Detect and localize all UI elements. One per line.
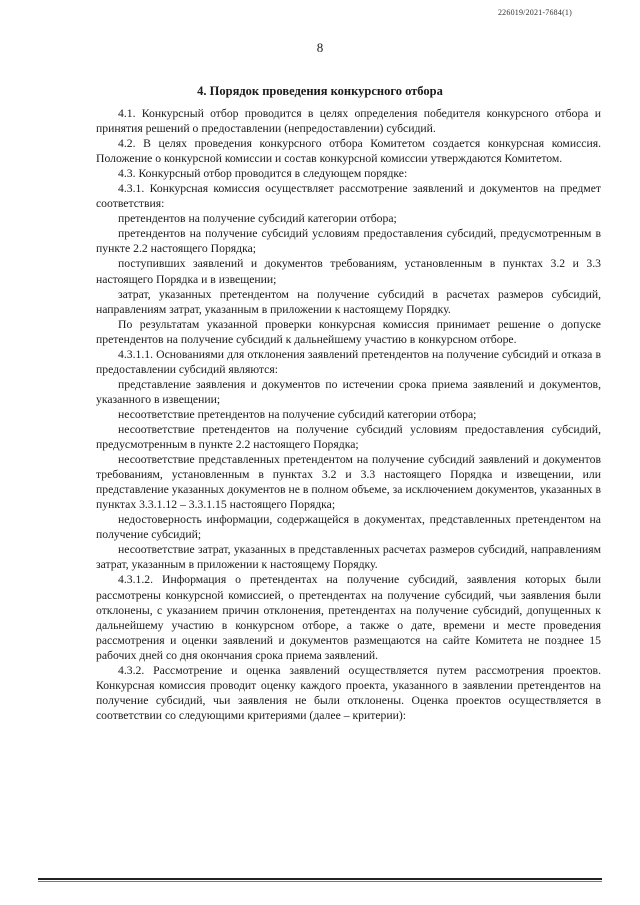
paragraph: недостоверность информации, содержащейся в документах, представленных претендентом на получение субсидий; [96, 513, 601, 542]
paragraph: 4.1. Конкурсный отбор проводится в целях определения победителя конкурсного отбора и принятия решений о предоставлении (непредоставлении) субсидий. [96, 107, 601, 136]
section-title: 4. Порядок проведения конкурсного отбора [197, 84, 443, 98]
paragraph: 4.2. В целях проведения конкурсного отбора Комитетом создается конкурсная комиссия. Положение о конкурсной комиссии и состав конкурсной комиссии утверждаются Комитетом. [96, 137, 601, 166]
paragraph: 4.3.2. Рассмотрение и оценка заявлений осуществляется путем рассмотрения проектов. Конкурсная комиссия проводит оценку каждого проекта, указанного в заявлении претендентов на получение субсидий, чьи заявления не были отклонены. Оценка проектов осуществляется в соответствии со следующими критериями (далее – критерии): [96, 663, 601, 722]
paragraph: несоответствие претендентов на получение субсидий условиям предоставления субсидий, предусмотренным в пункте 2.2 настоящего Порядка; [96, 422, 601, 452]
paragraph: затрат, указанных претендентом на получение субсидий в расчетах размеров субсидий, направлениям затрат, указанным в приложении к настоящему Порядку. [96, 287, 601, 316]
paragraph: претендентов на получение субсидий категории отбора; [118, 212, 397, 226]
paragraph: несоответствие претендентов на получение субсидий категории отбора; [118, 407, 477, 421]
paragraph: претендентов на получение субсидий условиям предоставления субсидий, предусмотренным в пункте 2.2 настоящего Порядка; [96, 227, 601, 256]
paragraph: 4.3. Конкурсный отбор проводится в следующем порядке: [118, 167, 408, 181]
paragraph: 4.3.1.1. Основаниями для отклонения заявлений претендентов на получение субсидий и отказа в предоставлении субсидий являются: [96, 347, 601, 376]
paragraph: По результатам указанной проверки конкурсная комиссия принимает решение о допуске претендентов на получение субсидий к дальнейшему участию в конкурсном отборе. [96, 317, 601, 346]
paragraph: 4.3.1. Конкурсная комиссия осуществляет рассмотрение заявлений и документов на предмет соответствия: [96, 182, 601, 211]
footer-rule [38, 878, 602, 880]
paragraph: поступивших заявлений и документов требованиям, установленным в пунктах 3.2 и 3.3 настоящего Порядка и в извещении; [96, 257, 601, 286]
paragraph: несоответствие затрат, указанных в представленных расчетах размеров субсидий, направлениям затрат, указанным в приложении к настоящему Порядку. [96, 543, 601, 572]
footer-rule-thin [38, 881, 602, 882]
paragraph: представление заявления и документов по истечении срока приема заявлений и документов, указанного в извещении; [96, 377, 601, 406]
document-body [96, 106, 601, 723]
paragraph: несоответствие представленных претендентом на получение субсидий заявлений и документов требованиям, установленным в пунктах 3.2 и 3.3 настоящего Порядка и извещении, или представление указанных документов не в полном объеме, за исключением документов, указанных в пунктах 3.3.1.12 – 3.3.1.15 настоящего Порядка; [96, 453, 601, 512]
document-number: 226019/2021-7684(1) [497, 8, 572, 17]
paragraph: 4.3.1.2. Информация о претендентах на получение субсидий, заявления которых были рассмотрены конкурсной комиссией, о претендентах на получение субсидий, чьи заявления были отклонены, с указанием причин отклонения, претендентах на получение субсидий, допущенных к дальнейшему участию в конкурсном отборе, а также о дате, времени и месте проведения рассмотрения и оценки заявлений и документов размещаются на сайте Комитета не позднее 15 рабочих дней со дня окончания срока приема заявлений. [96, 573, 601, 662]
page-number: 8 [316, 40, 324, 55]
